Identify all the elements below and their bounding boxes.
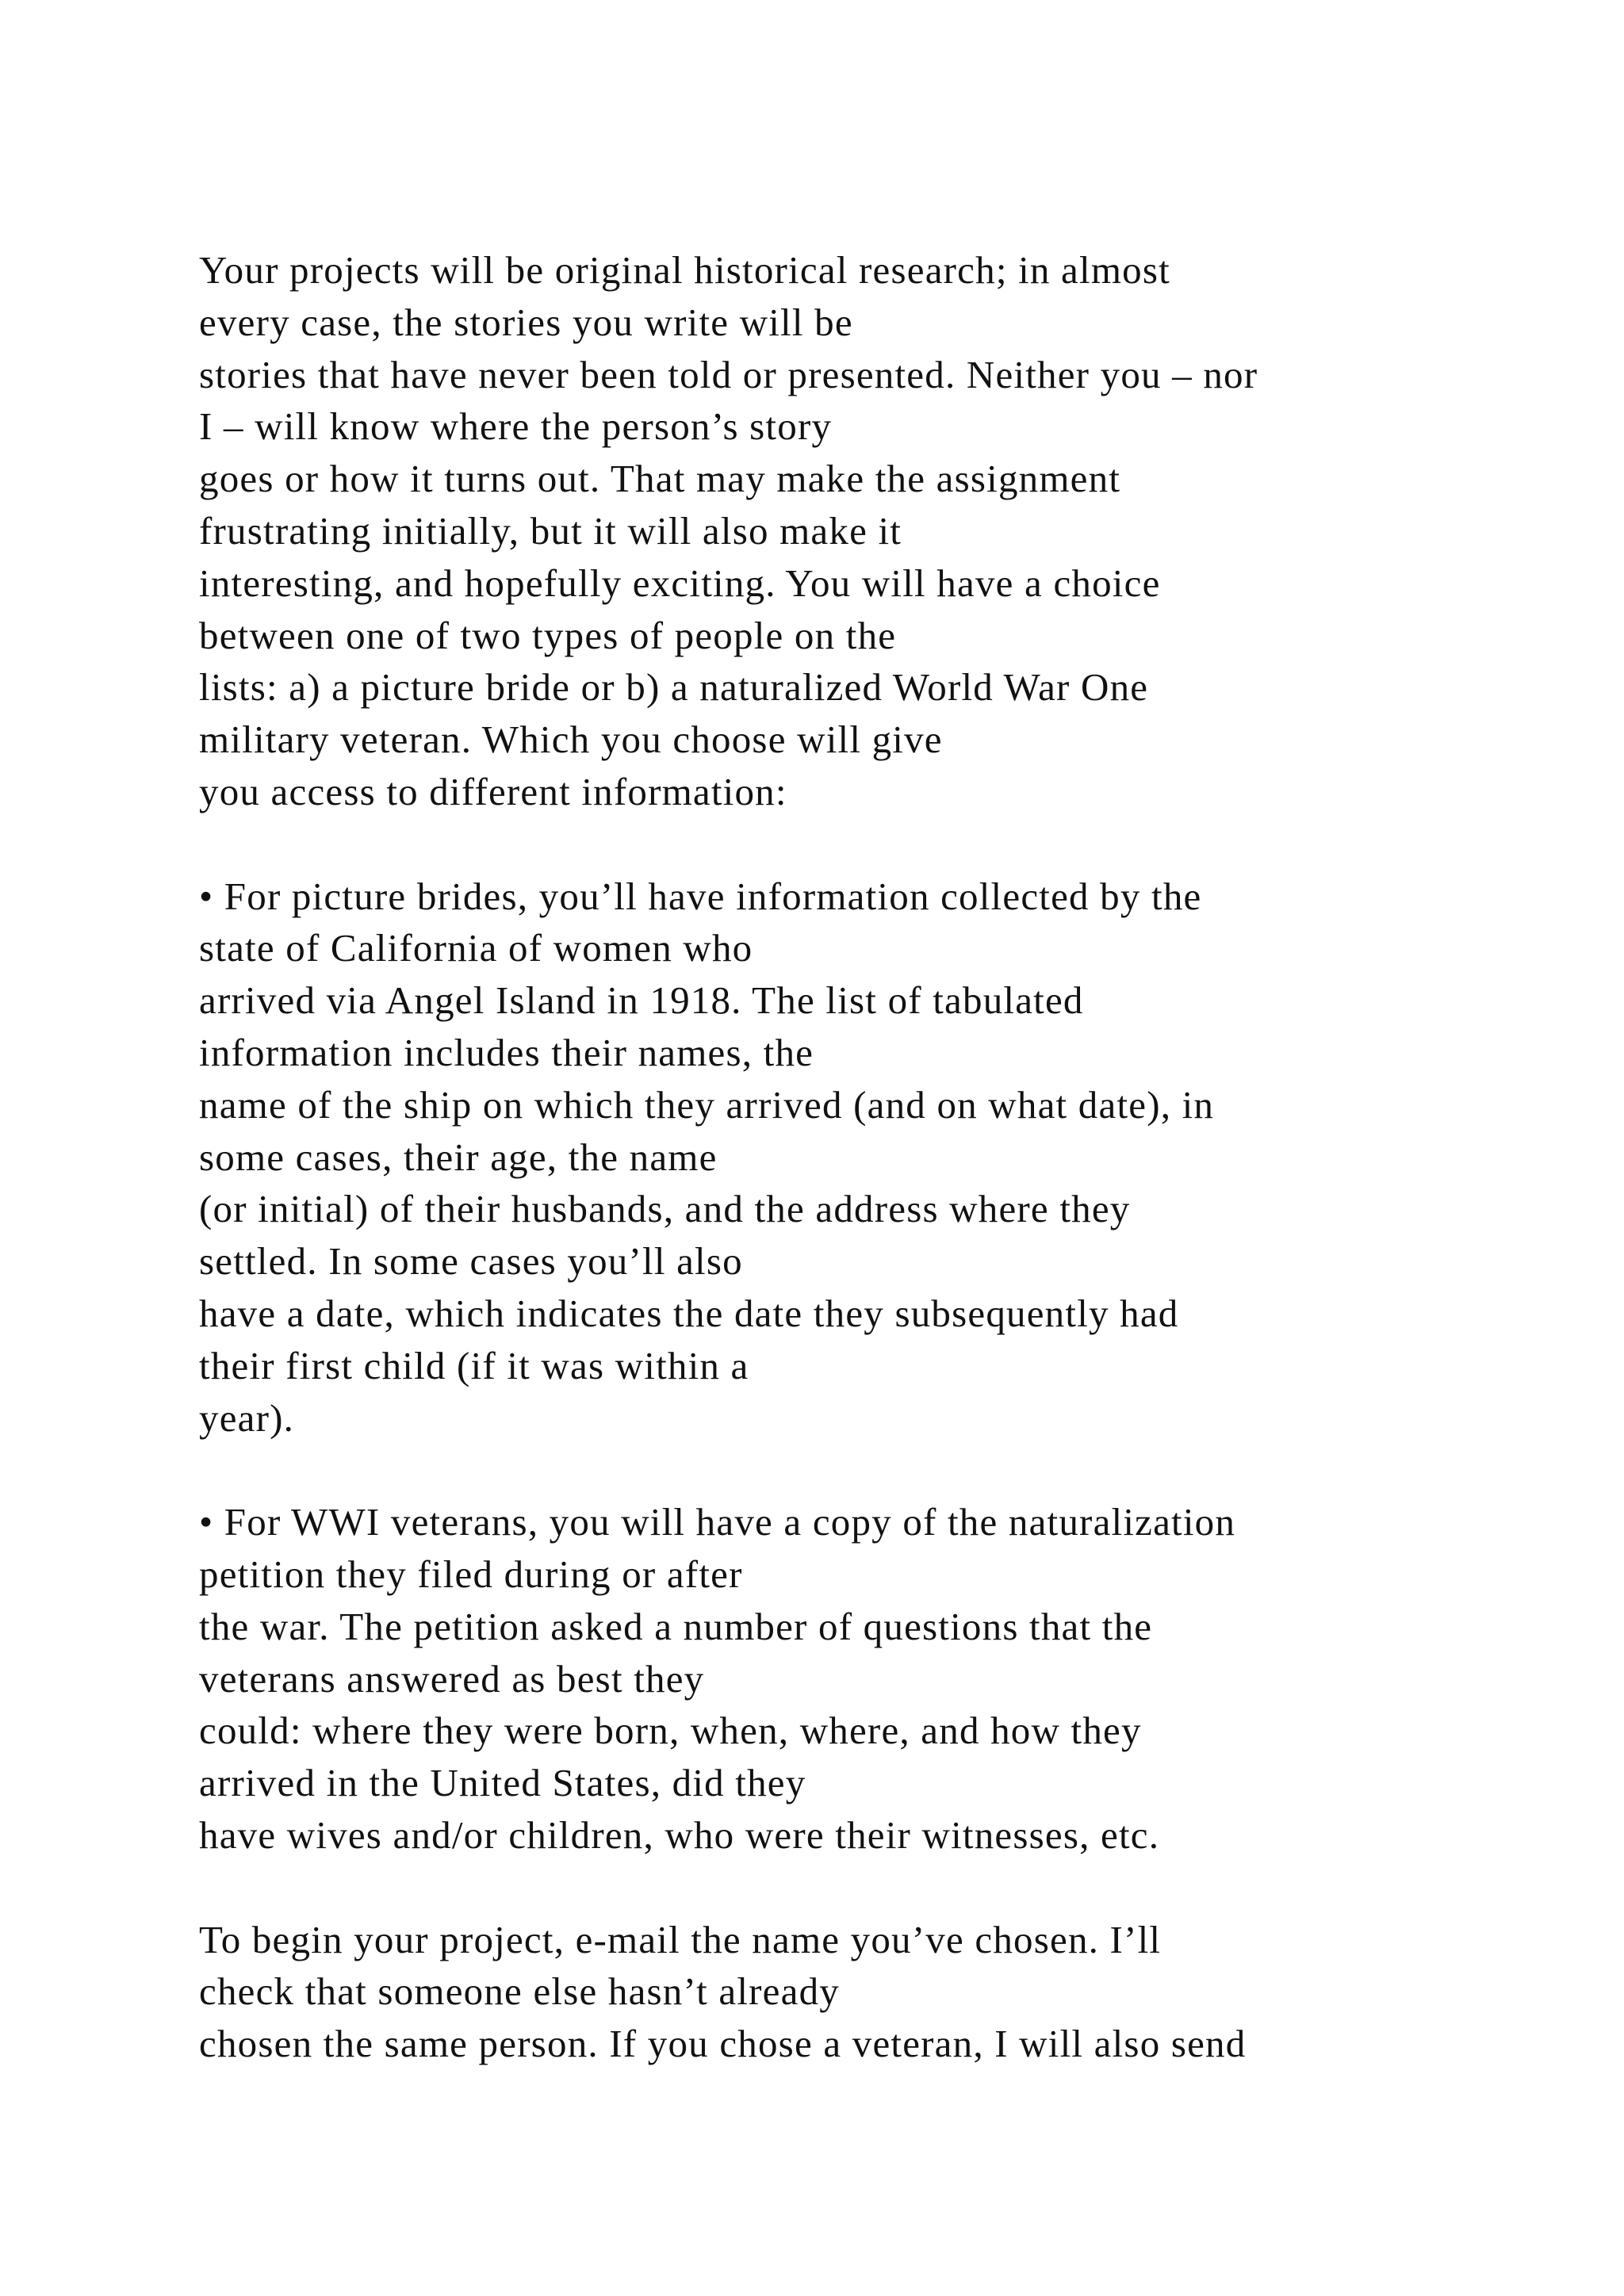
text-line: could: where they were born, when, where, and how they: [199, 1709, 1142, 1753]
paragraph-intro: [199, 244, 1595, 818]
text-line: name of the ship on which they arrived (and on what date), in: [199, 1082, 1215, 1127]
text-line: the war. The petition asked a number of questions that the: [199, 1604, 1153, 1648]
text-line: petition they filed during or after: [199, 1552, 743, 1596]
text-line: you access to different information:: [199, 769, 787, 813]
text-line: between one of two types of people on the: [199, 613, 897, 657]
document-body: [199, 244, 1595, 2070]
paragraph-begin-project: [199, 1914, 1595, 2070]
text-line: goes or how it turns out. That may make the assignment: [199, 457, 1121, 501]
text-line: have a date, which indicates the date they subsequently had: [199, 1291, 1179, 1335]
text-line: • For picture brides, you’ll have information collected by the: [199, 874, 1202, 918]
text-line: frustrating initially, but it will also make it: [199, 508, 902, 553]
text-line: some cases, their age, the name: [199, 1135, 718, 1179]
text-line: Your projects will be original historical research; in almost: [199, 248, 1170, 292]
text-line: their first child (if it was within a: [199, 1343, 749, 1387]
text-line: information includes their names, the: [199, 1030, 814, 1074]
text-line: veterans answered as best they: [199, 1656, 705, 1701]
text-line: military veteran. Which you choose will give: [199, 718, 943, 762]
text-line: • For WWI veterans, you will have a copy of the naturalization: [199, 1500, 1236, 1544]
text-line: lists: a) a picture bride or b) a naturalized World War One: [199, 665, 1149, 710]
text-line: every case, the stories you write will be: [199, 300, 853, 344]
text-line: To begin your project, e-mail the name you’ve chosen. I’ll: [199, 1917, 1162, 1961]
text-line: stories that have never been told or presented. Neither you – nor: [199, 352, 1258, 396]
text-line: interesting, and hopefully exciting. You will have a choice: [199, 561, 1161, 605]
text-line: arrived via Angel Island in 1918. The list of tabulated: [199, 978, 1084, 1023]
text-line: settled. In some cases you’ll also: [199, 1239, 743, 1284]
paragraph-picture-brides: [199, 871, 1595, 1445]
paragraph-wwi-veterans: [199, 1496, 1595, 1862]
text-line: year).: [199, 1395, 295, 1440]
text-line: I – will know where the person’s story: [199, 404, 833, 449]
paragraph-gap: [199, 818, 1595, 871]
text-line: check that someone else hasn’t already: [199, 1969, 840, 2014]
text-line: arrived in the United States, did they: [199, 1761, 806, 1805]
text-line: state of California of women who: [199, 926, 753, 970]
paragraph-gap: [199, 1862, 1595, 1914]
paragraph-gap: [199, 1444, 1595, 1496]
text-line: have wives and/or children, who were their witnesses, etc.: [199, 1812, 1160, 1857]
text-line: (or initial) of their husbands, and the address where they: [199, 1187, 1131, 1231]
text-line: chosen the same person. If you chose a veteran, I will also send: [199, 2022, 1247, 2066]
